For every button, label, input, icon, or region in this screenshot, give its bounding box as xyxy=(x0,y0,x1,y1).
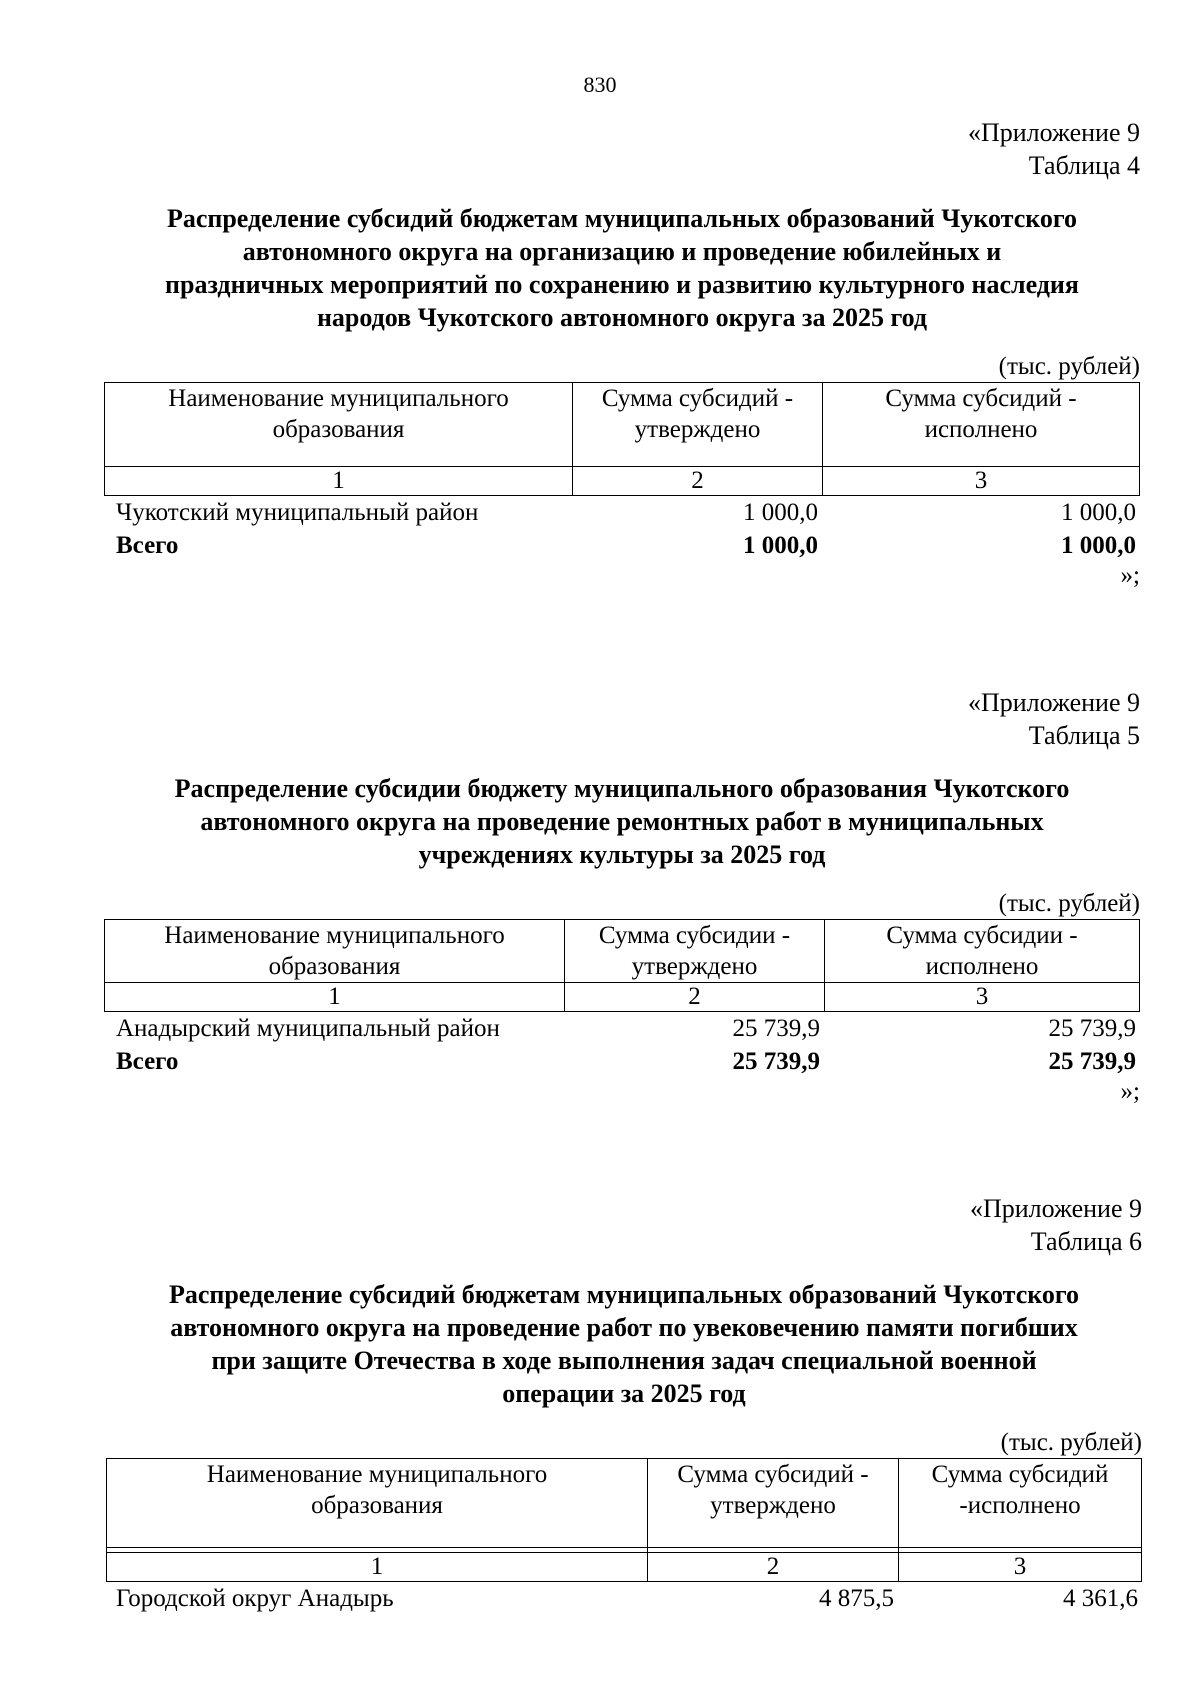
header-table xyxy=(104,382,1140,496)
total-label: Всего xyxy=(116,1048,179,1075)
table-label: Таблица 4 xyxy=(1028,151,1140,180)
header-cell-name xyxy=(105,383,573,467)
title-line: учреждениях культуры за 2025 год xyxy=(418,840,826,869)
appendix-reference xyxy=(106,1192,1142,1258)
header-cell-name xyxy=(105,920,565,983)
header-line: Наименование муниципального xyxy=(164,922,505,949)
title-line: автономного округа на организацию и проведение юбилейных и xyxy=(242,237,1002,266)
column-number: 2 xyxy=(648,1553,899,1582)
header-table xyxy=(104,919,1140,1012)
column-number: 1 xyxy=(105,983,565,1012)
total-approved: 1 000,0 xyxy=(743,532,818,559)
header-cell-approved xyxy=(573,383,823,467)
appendix-label: «Приложение 9 xyxy=(967,688,1140,717)
column-number: 2 xyxy=(573,467,823,496)
title-line: Распределение субсидии бюджету муниципального образования Чукотского xyxy=(174,774,1070,803)
table-row xyxy=(106,1582,1142,1615)
executed-value: 25 739,9 xyxy=(1048,1015,1136,1042)
column-number: 3 xyxy=(823,467,1140,496)
header-cell-executed xyxy=(823,383,1140,467)
units-label: (тыс. рублей) xyxy=(1000,1429,1142,1456)
header-line: Сумма субсидий - xyxy=(677,1461,869,1488)
municipality-name: Анадырский муниципальный район xyxy=(116,1015,500,1042)
closing-quote: »; xyxy=(1120,562,1140,589)
header-line: Наименование муниципального xyxy=(168,385,509,412)
appendix-reference xyxy=(104,116,1140,182)
title-line: Распределение субсидий бюджетам муниципальных образований Чукотского xyxy=(168,1280,1080,1309)
header-cell-approved xyxy=(648,1459,899,1548)
data-table xyxy=(104,496,1140,562)
total-label: Всего xyxy=(116,532,179,559)
table-title xyxy=(104,772,1140,871)
column-number-row xyxy=(107,1553,1142,1582)
header-line: Наименование муниципального xyxy=(206,1461,548,1488)
approved-value: 25 739,9 xyxy=(732,1015,820,1042)
table-5-section xyxy=(104,686,1140,1106)
table-row xyxy=(104,496,1140,529)
approved-value: 4 875,5 xyxy=(819,1585,894,1612)
column-number: 2 xyxy=(565,983,825,1012)
column-number: 3 xyxy=(825,983,1140,1012)
title-line: автономного округа на проведение работ по увековечению памяти погибших xyxy=(170,1313,1078,1342)
header-line: Сумма субсидии - xyxy=(598,922,791,949)
column-number: 1 xyxy=(105,467,573,496)
appendix-reference xyxy=(104,686,1140,752)
header-row xyxy=(105,383,1140,467)
column-number-row xyxy=(105,983,1140,1012)
header-cell-executed xyxy=(825,920,1140,983)
units-label: (тыс. рублей) xyxy=(998,353,1140,380)
header-cell-executed xyxy=(899,1459,1142,1548)
title-line: праздничных мероприятий по сохранению и развитию культурного наследия xyxy=(165,270,1079,299)
municipality-name: Чукотский муниципальный район xyxy=(116,499,479,526)
table-row xyxy=(104,1012,1140,1045)
column-number: 1 xyxy=(107,1553,648,1582)
title-line: автономного округа на проведение ремонтных работ в муниципальных xyxy=(200,807,1044,836)
header-table xyxy=(106,1458,1142,1582)
table-6-section xyxy=(106,1192,1142,1615)
header-line: исполнено xyxy=(924,416,1038,443)
header-cell-name xyxy=(107,1459,648,1548)
column-number-row xyxy=(105,467,1140,496)
approved-value: 1 000,0 xyxy=(743,499,818,526)
table-title xyxy=(106,1278,1142,1410)
header-line: утверждено xyxy=(631,953,758,980)
municipality-name: Городской округ Анадырь xyxy=(116,1585,394,1612)
header-line: образования xyxy=(311,1492,443,1519)
header-cell-approved xyxy=(565,920,825,983)
title-line: операции за 2025 год xyxy=(502,1379,746,1408)
executed-value: 4 361,6 xyxy=(1063,1585,1138,1612)
header-line: Сумма субсидий - xyxy=(601,385,794,412)
title-line: при защите Отечества в ходе выполнения задач специальной военной xyxy=(211,1346,1037,1375)
header-line: Сумма субсидии - xyxy=(886,922,1078,949)
table-4-section xyxy=(104,116,1140,590)
header-row xyxy=(105,920,1140,983)
header-line: Сумма субсидий - xyxy=(885,385,1077,412)
page-number: 830 xyxy=(583,72,617,97)
title-line: народов Чукотского автономного округа за 2025 год xyxy=(316,303,928,332)
appendix-label: «Приложение 9 xyxy=(969,1194,1142,1223)
appendix-label: «Приложение 9 xyxy=(967,118,1140,147)
executed-value: 1 000,0 xyxy=(1061,499,1136,526)
header-line: утверждено xyxy=(710,1492,836,1519)
header-line: исполнено xyxy=(925,953,1039,980)
total-executed: 1 000,0 xyxy=(1061,532,1136,559)
header-line: образования xyxy=(268,953,401,980)
header-line: образования xyxy=(272,416,405,443)
column-number: 3 xyxy=(899,1553,1142,1582)
table-label: Таблица 5 xyxy=(1028,721,1140,750)
header-line: -исполнено xyxy=(959,1492,1081,1519)
table-title xyxy=(104,202,1140,334)
header-line: утверждено xyxy=(634,416,761,443)
title-line: Распределение субсидий бюджетам муниципальных образований Чукотского xyxy=(166,204,1078,233)
total-approved: 25 739,9 xyxy=(732,1048,820,1075)
data-table xyxy=(104,1012,1140,1078)
total-row xyxy=(104,529,1140,562)
units-label: (тыс. рублей) xyxy=(998,890,1140,917)
total-row xyxy=(104,1045,1140,1078)
table-label: Таблица 6 xyxy=(1030,1227,1142,1256)
data-table xyxy=(106,1582,1142,1615)
total-executed: 25 739,9 xyxy=(1048,1048,1136,1075)
closing-quote: »; xyxy=(1120,1078,1140,1105)
header-line: Сумма субсидий xyxy=(931,1461,1109,1488)
header-row xyxy=(107,1459,1142,1548)
